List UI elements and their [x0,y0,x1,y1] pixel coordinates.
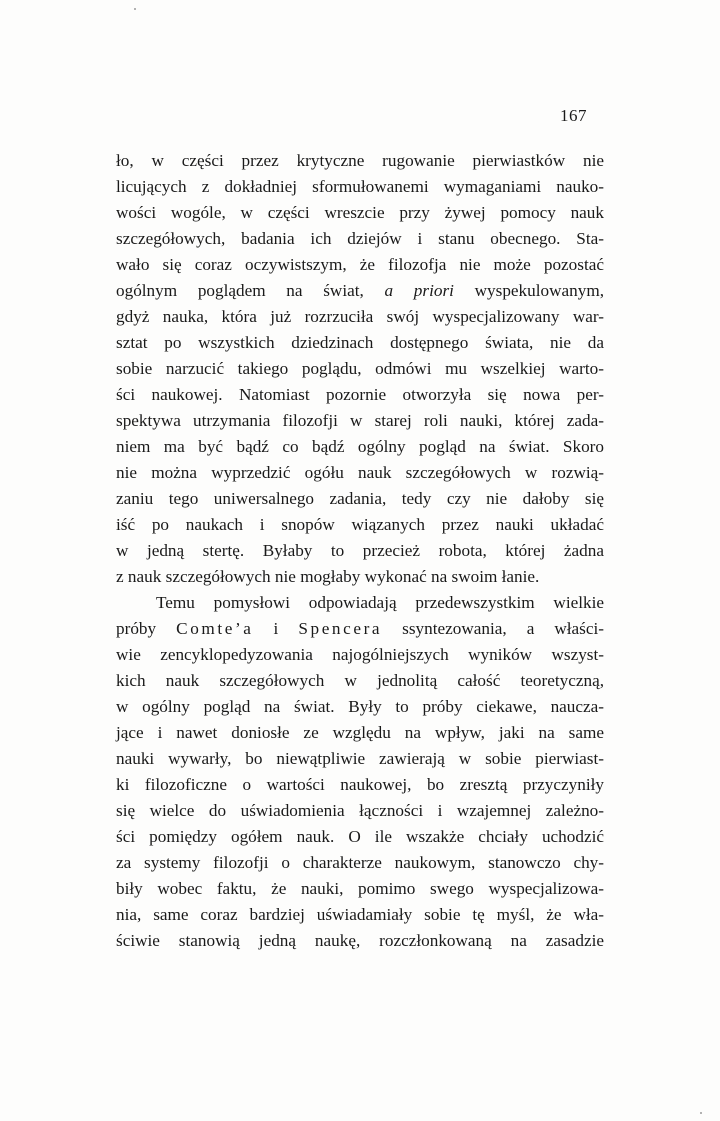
italic-phrase: a priori [384,281,454,300]
text-line: nauki wywarły, bo niewątpliwie zawierają w sobie pierwiast- [116,749,604,768]
text-line: niem ma być bądź co bądź ogólny pogląd na świat. Skoro [116,437,604,456]
text-line [116,616,604,642]
text-line: gdyż nauka, która już rozrzuciła swój wyspecjalizowany war- [116,307,604,326]
text-line: spektywa utrzymania filozofji w starej roli nauki, której zada- [116,411,604,430]
text-run: ogólnym poglądem na świat, [116,281,385,300]
text-line: w ogólny pogląd na świat. Były to próby ciekawe, naucza- [116,697,604,716]
text-line: ści naukowej. Natomiast pozornie otworzyła się nowa per- [116,385,604,404]
text-line [116,278,604,304]
text-line: biły wobec faktu, że nauki, pomimo swego wyspecjalizowa- [116,879,604,898]
text-line: zaniu tego uniwersalnego zadania, tedy czy nie dałoby się [116,489,604,508]
text-line: ści pomiędzy ogółem nauk. O ile wszakże chciały uchodzić [116,827,604,846]
text-line: sztat po wszystkich dziedzinach dostępnego świata, nie da [116,333,604,352]
paragraph-end-line: z nauk szczegółowych nie mogłaby wykonać na swoim łanie. [116,567,540,586]
text-line: ło, w części przez krytyczne rugowanie pierwiastków nie [116,151,604,170]
text-line: jące i nawet doniosłe ze względu na wpływ, jaki na same [116,723,604,742]
text-line: wości wogóle, w części wreszcie przy żywej pomocy nauk [116,203,604,222]
text-run: wyspekulowanym, [453,281,604,300]
text-line: iść po naukach i snopów wiązanych przez nauki układać [116,515,604,534]
text-line: nia, same coraz bardziej uświadamiały sobie tę myśl, że wła- [116,905,604,924]
text-line: nie można wyprzedzić ogółu nauk szczegółowych w rozwią- [116,463,604,482]
text-line: kich nauk szczegółowych w jednolitą całość teoretyczną, [116,671,604,690]
text-line: się wielce do uświadomienia łączności i wzajemnej zależno- [116,801,604,820]
text-line: wie zencyklopedyzowania najogólniejszych wyników wszyst- [116,645,604,664]
text-line: za systemy filozofji o charakterze naukowym, stanowczo chy- [116,853,604,872]
text-line: ki filozoficzne o wartości naukowej, bo zresztą przyczyniły [116,775,604,794]
text-line: sobie narzucić takiego poglądu, odmówi mu wszelkiej warto- [116,359,604,378]
text-line: wało się coraz oczywistszym, że filozofja nie może pozostać [116,255,604,274]
text-line: szczegółowych, badania ich dziejów i stanu obecnego. Sta- [116,229,604,248]
scan-speck [700,1112,702,1114]
spaced-name-spencer: Spencera [298,619,383,638]
body-text [116,148,604,954]
scan-speck [134,8,136,10]
text-line: w jedną stertę. Byłaby to przecież robota, której żadna [116,541,604,560]
text-run: ssyntezowania, a właści- [382,619,604,638]
text-run: i [253,619,299,638]
page-number: 167 [560,106,587,125]
text-line: licujących z dokładniej sformułowanemi wymaganiami nauko- [116,177,604,196]
paragraph-start-line: Temu pomysłowi odpowiadają przedewszystkim wielkie [156,593,604,612]
text-line: ściwie stanowią jedną naukę, rozczłonkowaną na zasadzie [116,931,604,950]
text-run: próby [116,619,177,638]
spaced-name-comte: Comte’a [176,619,254,638]
